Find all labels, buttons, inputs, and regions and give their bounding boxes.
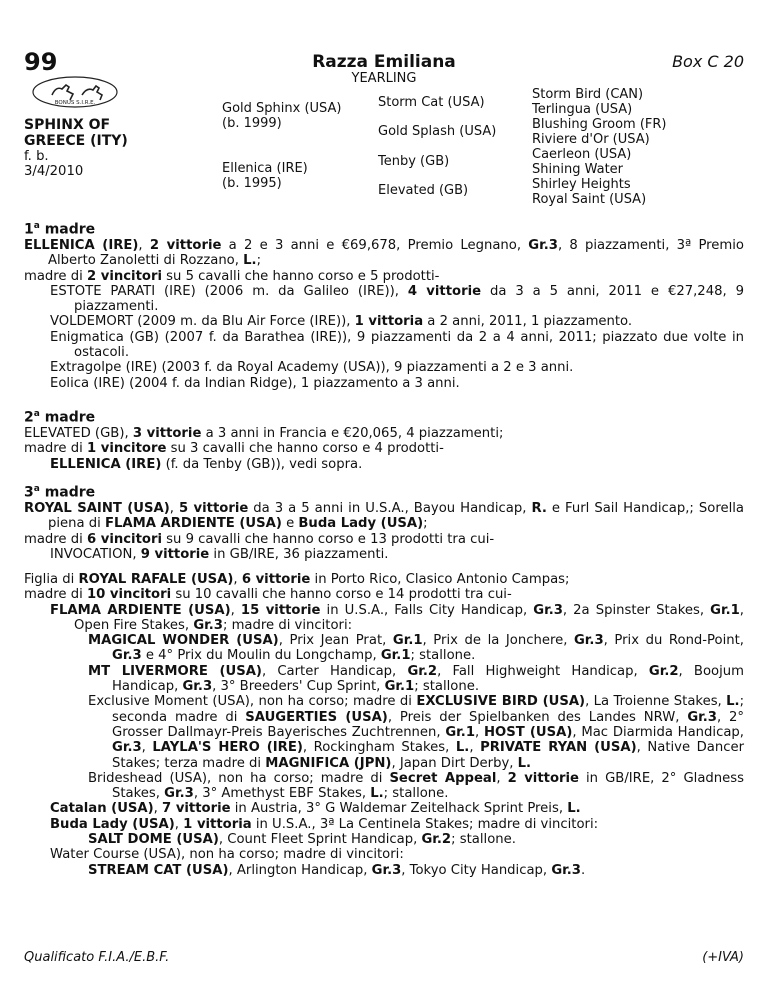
produce-enigmatica: Enigmatica (GB) (2007 f. da Barathea (IRE)), 9 piazzamenti da 2 a 4 anni, 2011; piazzato due volte in ostacoli. [50,329,744,361]
first-dam-title: 1$^a$ madre [24,221,96,238]
second-dam-produce-summary: madre di 1 vincitore su 3 cavalli che hanno corso e 4 prodotti- [24,441,444,457]
produce-ellenica: ELLENICA (IRE) (f. da Tenby (GB)), vedi sopra. [50,456,363,472]
fourth-dam-record: Figlia di ROYAL RAFALE (USA), 6 vittorie in Porto Rico, Clasico Antonio Campas; [24,572,570,587]
second-dam-title: 2$^a$ madre [24,409,96,426]
produce-extragolpe: Extragolpe (IRE) (2003 f. da Royal Academy (USA)), 9 piazzamenti a 2 e 3 anni. [50,360,574,376]
third-dam-section [24,482,744,562]
breeder-name: Razza Emiliana [312,52,456,72]
produce-invocation: INVOCATION, 9 vittorie in GB/IRE, 36 piazzamenti. [50,546,389,562]
pedigree-sire: Gold Sphinx (USA) (b. 1999) [222,101,342,131]
sale-category: YEARLING [351,71,417,86]
second-dam-section [24,407,744,472]
third-dam-produce-summary: madre di 6 vincitori su 9 cavalli che hanno corso e 13 prodotti tra cui- [24,531,495,547]
produce-magical-wonder: MAGICAL WONDER (USA), Prix Jean Prat, Gr.1, Prix de la Jonchere, Gr.3, Prix du Rond-Point, Gr.3 e 4° Prix du Moulin du Longchamp, Gr.1; stallone. [88,633,744,664]
qualification-note: Qualificato F.I.A./E.B.F. [24,950,170,965]
produce-salt-dome: SALT DOME (USA), Count Fleet Sprint Handicap, Gr.2; stallone. [88,832,516,848]
horse-identity [24,117,128,179]
pedigree-gen2-4: Elevated (GB) [378,183,469,198]
first-dam-produce-summary: madre di 2 vincitori su 5 cavalli che hanno corso e 5 prodotti- [24,268,440,284]
bonus-sire-logo [30,75,120,109]
horse-name-line1: SPHINX OF [24,117,111,133]
produce-buda-lady: Buda Lady (USA), 1 vittoria in U.S.A., 3ª La Centinela Stakes; madre di vincitori: [50,816,599,832]
horse-dob: 3/4/2010 [24,164,84,179]
produce-estote-parati: ESTOTE PARATI (IRE) (2006 m. da Galileo (IRE)), 4 vittorie da 3 a 5 anni, 2011 e €27,248, 9 piazzamenti. [50,283,744,315]
produce-flama-ardiente: FLAMA ARDIENTE (USA), 15 vittorie in U.S.A., Falls City Handicap, Gr.3, 2a Spinster Stakes, Gr.1, Open Fire Stakes, Gr.3; madre di vincitori: [50,602,744,633]
pedigree-gen3: Storm Bird (CAN) Terlingua (USA) Blushing Groom (FR) Riviere d'Or (USA) Caerleon (USA) Shining Water Shirley Heights Royal Saint (USA) [532,87,667,207]
produce-mt-livermore: MT LIVERMORE (USA), Carter Handicap, Gr.2, Fall Highweight Handicap, Gr.2, Boojum Handicap, Gr.3, 3° Breeders' Cup Sprint, Gr.1; stallone. [88,663,744,695]
logo-text: BONUS S.I.R.E. [54,100,96,106]
second-dam-record: ELEVATED (GB), 3 vittorie a 3 anni in Francia e €20,065, 4 piazzamenti; [24,425,504,441]
box-number: Box C 20 [672,52,744,71]
first-dam-section [24,219,744,391]
produce-exclusive-moment: Exclusive Moment (USA), non ha corso; madre di EXCLUSIVE BIRD (USA), La Troienne Stakes, L.; seconda madre di SAUGERTIES (USA), Preis der Spielbanken des Landes NRW, Gr.3, 2° Grosser Dallmayr-Preis Bayerisches Zuchtrennen, Gr.1, HOST (USA), Mac Diarmida Handicap, Gr.3, LAYLA'S HERO (IRE), Rockingham Stakes, L., PRIVATE RYAN (USA), Native Dancer Stakes; terza madre di MAGNIFICA (JPN), Japan Dirt Derby, L. [88,694,745,771]
lot-number: 99 [24,48,58,76]
fourth-dam-produce-summary: madre di 10 vincitori su 10 cavalli che hanno corso e 14 prodotti tra cui- [24,587,512,603]
horse-sex-color: f. b. [24,149,49,164]
pedigree-gen2-3: Tenby (GB) [378,154,450,169]
fourth-dam-section [24,572,744,878]
pedigree-gen2-2: Gold Splash (USA) [378,124,497,139]
horse-name-line2: GREECE (ITY) [24,133,128,149]
third-dam-title: 3$^a$ madre [24,484,96,501]
produce-eolica: Eolica (IRE) (2004 f. da Indian Ridge), 1 piazzamento a 3 anni. [50,375,460,391]
produce-catalan: Catalan (USA), 7 vittorie in Austria, 3° G Waldemar Zeitelhack Sprint Preis, L. [50,801,581,817]
pedigree-dam: Ellenica (IRE) (b. 1995) [222,161,308,191]
produce-brideshead: Brideshead (USA), non ha corso; madre di Secret Appeal, 2 vittorie in GB/IRE, 2° Gladness Stakes, Gr.3, 3° Amethyst EBF Stakes, L.; stallone. [88,770,744,802]
pedigree-gen2-1: Storm Cat (USA) [378,95,485,110]
first-dam-record: ELLENICA (IRE), 2 vittorie a 2 e 3 anni e €69,678, Premio Legnano, Gr.3, 8 piazzamenti, 3ª Premio Alberto Zanoletti di Rozzano, L.; [24,237,745,269]
produce-water-course: Water Course (USA), non ha corso; madre di vincitori: [50,847,404,863]
vat-note: (+IVA) [702,950,744,965]
third-dam-record: ROYAL SAINT (USA), 5 vittorie da 3 a 5 anni in U.S.A., Bayou Handicap, R. e Furl Sail Handicap,; Sorella piena di FLAMA ARDIENTE (USA) e Buda Lady (USA); [24,500,744,532]
produce-stream-cat: STREAM CAT (USA), Arlington Handicap, Gr.3, Tokyo City Handicap, Gr.3. [88,862,586,878]
produce-voldemort: VOLDEMORT (2009 m. da Blu Air Force (IRE)), 1 vittoria a 2 anni, 2011, 1 piazzamento. [50,314,633,330]
